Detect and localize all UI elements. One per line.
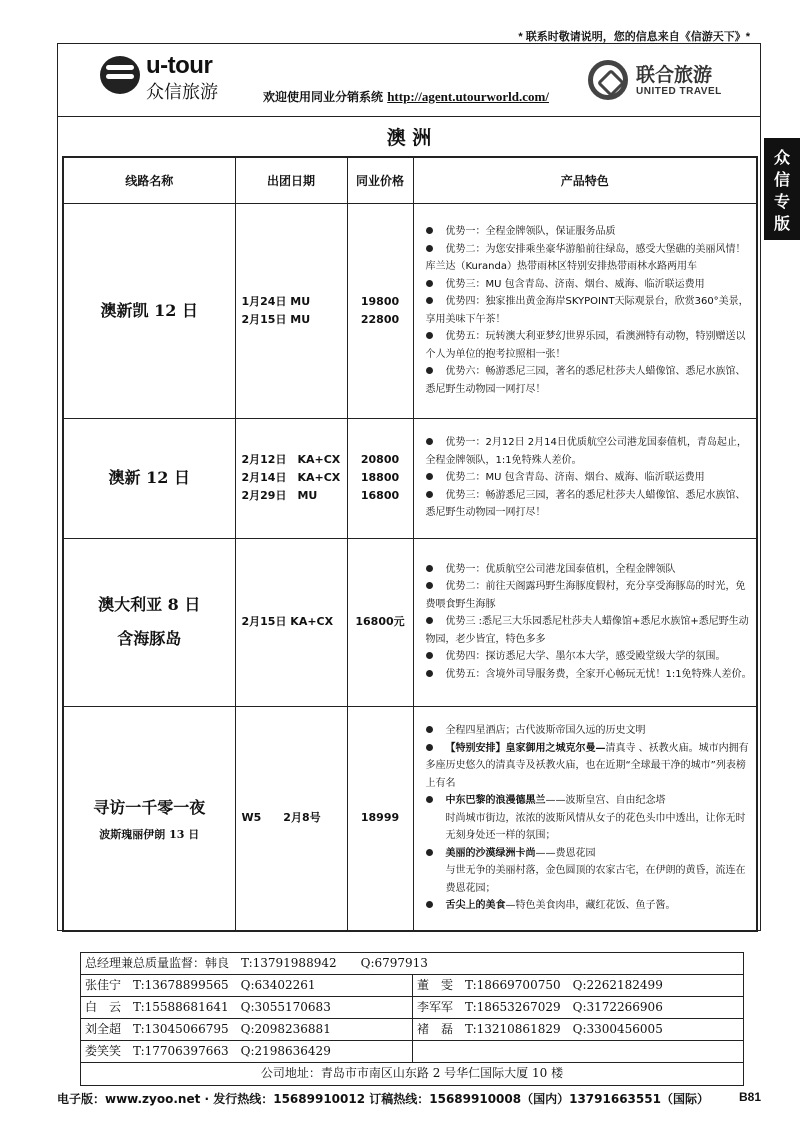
utour-logo-en: u-tour [146, 52, 213, 79]
header-departure-date: 出团日期 [235, 157, 347, 203]
feature-item: 美丽的沙漠绿洲卡尚——费恩花园 [418, 845, 753, 863]
bullet-icon [426, 438, 433, 445]
bullet-icon [426, 565, 433, 572]
contact-row [81, 1019, 743, 1041]
contact-entry: 董 雯 T:18669700750 Q:2262182499 [417, 978, 663, 992]
bullet-icon [426, 473, 433, 480]
header-features: 产品特色 [413, 157, 757, 203]
route-name: 澳大利亚 8 日 含海豚岛 [63, 538, 235, 706]
route-prices: 16800元 [347, 538, 413, 706]
route-dates: 2月15日 KA+CX [235, 538, 347, 706]
header [58, 44, 760, 114]
utour-logo [100, 52, 260, 102]
contact-row [81, 997, 743, 1019]
feature-item: 时尚城市街边，浓浓的波斯风情从女子的花色头巾中透出，让你无时无刻身处还一样的氛围； [445, 812, 746, 841]
feature-item: 优势二：前往天阁露玛野生海豚度假村，充分享受海豚岛的时光，免费喂食野生海豚 [425, 581, 746, 610]
agent-url-link[interactable]: http://agent.utourworld.com/ [387, 89, 549, 104]
bullet-icon [426, 245, 433, 252]
company-address: 公司地址：青岛市市南区山东路 2 号华仁国际大厦 10 楼 [260, 1066, 564, 1080]
contact-entry: 褚 磊 T:13210861829 Q:3300456005 [417, 1022, 663, 1036]
route-dates: 1月24日 MU 2月15日 MU [235, 203, 347, 418]
page-number: B81 [738, 1090, 761, 1104]
contact-entry: 娄笑笑 T:17706397663 Q:2198636429 [81, 1041, 413, 1062]
feature-item: 舌尖上的美食—特色美食肉串，藏红花饭、鱼子酱。 [418, 897, 753, 915]
footer-text: 电子版：www.zyoo.net · 发行热线：15689910012 订稿热线：15689910008（国内）13791663551（国际） [57, 1092, 709, 1106]
bullet-icon [426, 297, 433, 304]
feature-item: 优势五：含境外司导服务费，全家开心畅玩无忧！1:1免特殊人差价。 [418, 666, 753, 684]
utour-logo-cn: 众信旅游 [146, 82, 218, 103]
feature-item: 与世无争的美丽村落，金色圆顶的农家古宅，在伊朗的黄昏，流连在费恩花园； [445, 865, 746, 894]
routes-table [62, 156, 758, 932]
contact-row [81, 953, 743, 975]
feature-item: 全程四星酒店；古代波斯帝国久远的历史文明 [418, 722, 753, 740]
united-travel-logo-icon [588, 60, 628, 100]
bullet-icon [426, 617, 433, 624]
feature-item: 优势六：畅游悉尼三园，著名的悉尼杜莎夫人蜡像馆、悉尼水族馆、悉尼野生动物园一网打尽！ [425, 366, 746, 395]
bullet-icon [426, 582, 433, 589]
feature-item: 优势三 :悉尼三大乐园悉尼杜莎夫人蜡像馆+悉尼水族馆+悉尼野生动物园，老少皆宜，特色多多 [425, 616, 749, 645]
route-prices: 19800 22800 [347, 203, 413, 418]
route-dates: W5 2月8号 [235, 706, 347, 931]
contact-row [81, 975, 743, 997]
contact-entry: 李军军 T:18653267029 Q:3172266906 [417, 1000, 663, 1014]
feature-item: 优势一：2月12日 2月14日优质航空公司港龙国泰值机，青岛起止，全程金牌领队，1:1免特殊人差价。 [425, 437, 747, 466]
bullet-icon [426, 849, 433, 856]
united-travel-logo-en: UNITED TRAVEL [636, 86, 722, 97]
bullet-icon [426, 367, 433, 374]
bullet-icon [426, 491, 433, 498]
bullet-icon [426, 227, 433, 234]
bullet-icon [426, 652, 433, 659]
region-title: 澳 洲 [58, 116, 760, 152]
header-route-name: 线路名称 [63, 157, 235, 203]
feature-item: 优势一：优质航空公司港龙国泰值机，全程金牌领队 [418, 561, 753, 579]
table-row [63, 538, 757, 706]
route-name: 澳新凯 12 日 [63, 203, 235, 418]
route-features [413, 706, 757, 931]
feature-item: 优势五：玩转澳大利亚梦幻世界乐园，看澳洲特有动物，特别赠送以个人为单位的抱考拉照相一张！ [425, 331, 746, 360]
contact-entry: 白 云 T:15588681641 Q:3055170683 [81, 997, 413, 1018]
bullet-icon [426, 670, 433, 677]
header-trade-price: 同业价格 [347, 157, 413, 203]
footer [57, 1090, 761, 1107]
table-row [63, 418, 757, 538]
utour-logo-icon [100, 56, 140, 94]
feature-item: 优势二：MU 包含青岛、济南、烟台、威海、临沂联运费用 [418, 469, 753, 487]
feature-item: 优势三：畅游悉尼三园，著名的悉尼杜莎夫人蜡像馆、悉尼水族馆、悉尼野生动物园一网打尽！ [425, 489, 746, 519]
manager-contact: 总经理兼总质量监督：韩良 T:13791988942 Q:6797913 [85, 956, 428, 970]
route-dates: 2月12日 KA+CX 2月14日 KA+CX 2月29日 MU [235, 418, 347, 538]
feature-item: 【特别安排】皇家御用之城克尔曼—清真寺 、袄教火庙。城市内拥有多座历史悠久的清真寺及袄教火庙，也在近期“全球最干净的城市”列表榜上有名 [425, 742, 749, 789]
feature-item: 中东巴黎的浪漫德黑兰——波斯皇宫、自由纪念塔 [418, 792, 753, 810]
route-name: 澳新 12 日 [63, 418, 235, 538]
side-tab: 众 信 专 版 [764, 138, 800, 240]
contact-row [81, 1063, 743, 1085]
contact-entry [413, 1041, 743, 1062]
bullet-icon [426, 280, 433, 287]
route-features [413, 418, 757, 538]
bullet-icon [426, 744, 433, 751]
contact-entry: 张佳宁 T:13678899565 Q:63402261 [81, 975, 413, 996]
route-features [413, 538, 757, 706]
table-row [63, 706, 757, 931]
welcome-text: 欢迎使用同业分销系统 [263, 90, 384, 104]
contact-entry: 刘全超 T:13045066795 Q:2098236881 [81, 1019, 413, 1040]
welcome-line [263, 88, 549, 105]
route-subtitle: 波斯瑰丽伊朗 13 日 [99, 828, 200, 842]
route-prices: 18999 [347, 706, 413, 931]
bullet-icon [426, 901, 433, 908]
bullet-icon [426, 726, 433, 733]
bullet-icon [426, 796, 433, 803]
source-note: * 联系时敬请说明，您的信息来自《信游天下》* [518, 31, 750, 43]
feature-item: 优势三：MU 包含青岛、济南、烟台、威海、临沂联运费用 [418, 276, 753, 294]
united-travel-logo [588, 58, 758, 104]
feature-item: 优势二：为您安排乘坐豪华游船前往绿岛，感受大堡礁的美丽风情！库兰达（Kuranda）热带雨林区特别安排热带雨林水路两用车 [425, 243, 746, 272]
route-name: 寻访一千零一夜 波斯瑰丽伊朗 13 日 [63, 706, 235, 931]
table-row [63, 203, 757, 418]
bullet-icon [426, 332, 433, 339]
feature-item: 优势一：全程金牌领队，保证服务品质 [418, 223, 753, 241]
contact-box [80, 952, 744, 1086]
feature-item: 优势四：独家推出黄金海岸SKYPOINT天际观景台，欣赏360°美景，享用美味下午茶！ [425, 296, 749, 325]
united-travel-logo-cn: 联合旅游 [636, 64, 713, 86]
route-features [413, 203, 757, 418]
route-prices: 20800 18800 16800 [347, 418, 413, 538]
table-header-row [63, 157, 757, 203]
page-frame [57, 43, 761, 931]
feature-item: 优势四：探访悉尼大学、墨尔本大学，感受殿堂级大学的氛围。 [418, 648, 753, 666]
contact-row [81, 1041, 743, 1063]
